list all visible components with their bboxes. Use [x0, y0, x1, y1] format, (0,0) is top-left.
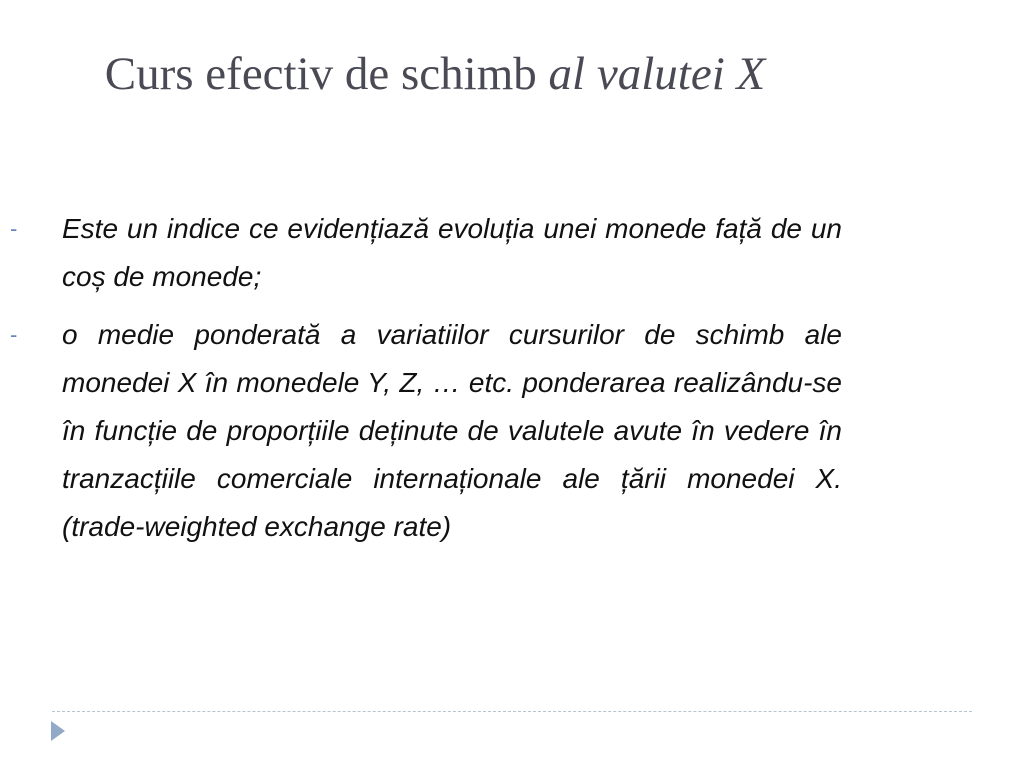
slide-title [20, 44, 850, 104]
bullet-marker: - [10, 322, 18, 347]
bullet-marker: - [10, 216, 18, 241]
bullet-item-2 [10, 311, 842, 551]
bullet-item-1 [10, 205, 842, 301]
slide-title-main: Curs efectiv de schimb [104, 48, 549, 100]
triangle-arrow-icon [51, 721, 65, 741]
slide-title-italic: al valutei X [548, 48, 766, 100]
bullet-text: o medie ponderată a variatiilor cursurilor de schimb ale monedei X în monedele Y, Z, … etc. ponderarea realizându-se în funcție de proporțiile deținute de valutele avute în vedere în tranzacțiile comerciale internaționale ale țării monedei X. (trade-weighted exchange rate) [62, 319, 842, 542]
bullet-text: Este un indice ce evidențiază evoluția unei monede față de un coș de monede; [62, 213, 842, 292]
footer-divider [52, 711, 972, 712]
bullet-list [10, 205, 842, 561]
